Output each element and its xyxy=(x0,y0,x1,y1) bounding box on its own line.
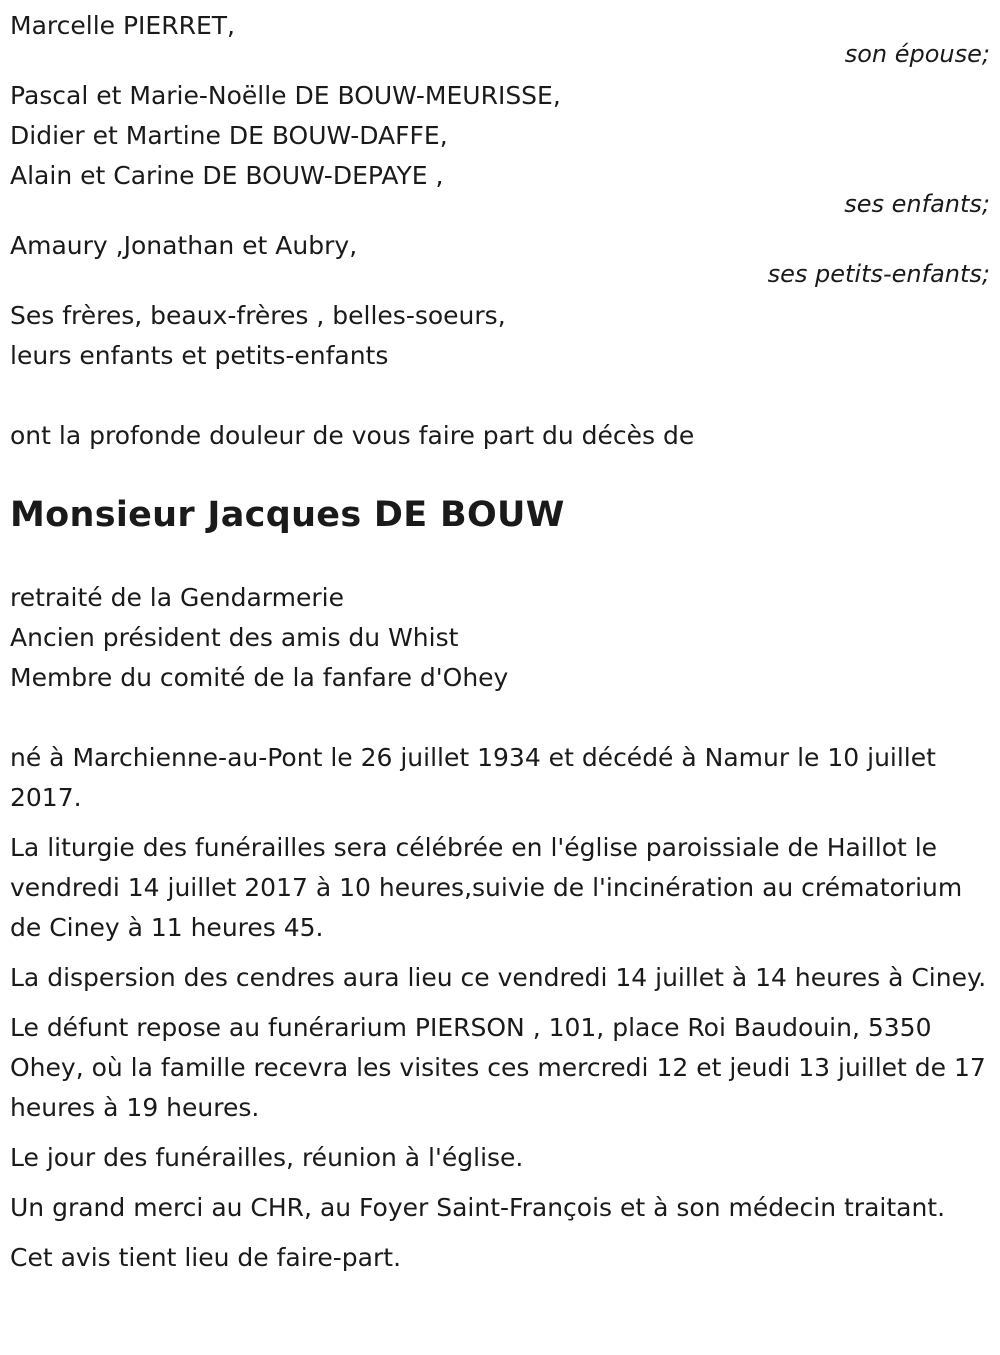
deceased-title-2: Ancien président des amis du Whist xyxy=(10,623,459,652)
siblings-line-1: Ses frères, beaux-frères , belles-soeurs, xyxy=(10,301,506,330)
child-couple-1: Pascal et Marie-Noëlle DE BOUW-MEURISSE, xyxy=(10,81,561,110)
thanks-paragraph: Un grand merci au CHR, au Foyer Saint-François et à son médecin traitant. xyxy=(10,1193,946,1222)
funerarium-paragraph: Le défunt repose au funérarium PIERSON , 101, place Roi Baudouin, 5350 Ohey, où la famille recevra les visites ces mercredi 12 et jeudi 13 juillet de 17 heures à 19 heures. xyxy=(10,1013,986,1122)
deceased-title-3: Membre du comité de la fanfare d'Ohey xyxy=(10,663,509,692)
spouse-role: son épouse; xyxy=(844,40,990,68)
grandchildren-role: ses petits-enfants; xyxy=(767,260,990,288)
birth-death-paragraph: né à Marchienne-au-Pont le 26 juillet 1934 et décédé à Namur le 10 juillet 2017. xyxy=(10,743,936,812)
child-couple-2: Didier et Martine DE BOUW-DAFFE, xyxy=(10,121,448,150)
announcement-text: ont la profonde douleur de vous faire part du décès de xyxy=(10,421,695,450)
funeral-liturgy-paragraph: La liturgie des funérailles sera célébrée en l'église paroissiale de Haillot le vendredi 14 juillet 2017 à 10 heures,suivie de l'incinération au crématorium de Ciney à 11 heures 45. xyxy=(10,833,963,942)
spouse-name: Marcelle PIERRET, xyxy=(10,11,235,40)
obituary-notice xyxy=(10,6,990,1278)
deceased-title-1: retraité de la Gendarmerie xyxy=(10,583,344,612)
spouse-block xyxy=(10,6,990,66)
siblings-block xyxy=(10,296,990,376)
grandchildren-block xyxy=(10,226,990,286)
deceased-titles xyxy=(10,578,990,698)
grandchildren-names: Amaury ,Jonathan et Aubry, xyxy=(10,231,358,260)
closing-paragraph: Cet avis tient lieu de faire-part. xyxy=(10,1243,402,1272)
children-block xyxy=(10,76,990,216)
meeting-paragraph: Le jour des funérailles, réunion à l'église. xyxy=(10,1143,524,1172)
ashes-dispersion-paragraph: La dispersion des cendres aura lieu ce vendredi 14 juillet à 14 heures à Ciney. xyxy=(10,963,987,992)
deceased-name: Monsieur Jacques DE BOUW xyxy=(10,495,565,535)
children-role: ses enfants; xyxy=(844,190,990,218)
child-couple-3: Alain et Carine DE BOUW-DEPAYE , xyxy=(10,161,444,190)
siblings-line-2: leurs enfants et petits-enfants xyxy=(10,341,389,370)
